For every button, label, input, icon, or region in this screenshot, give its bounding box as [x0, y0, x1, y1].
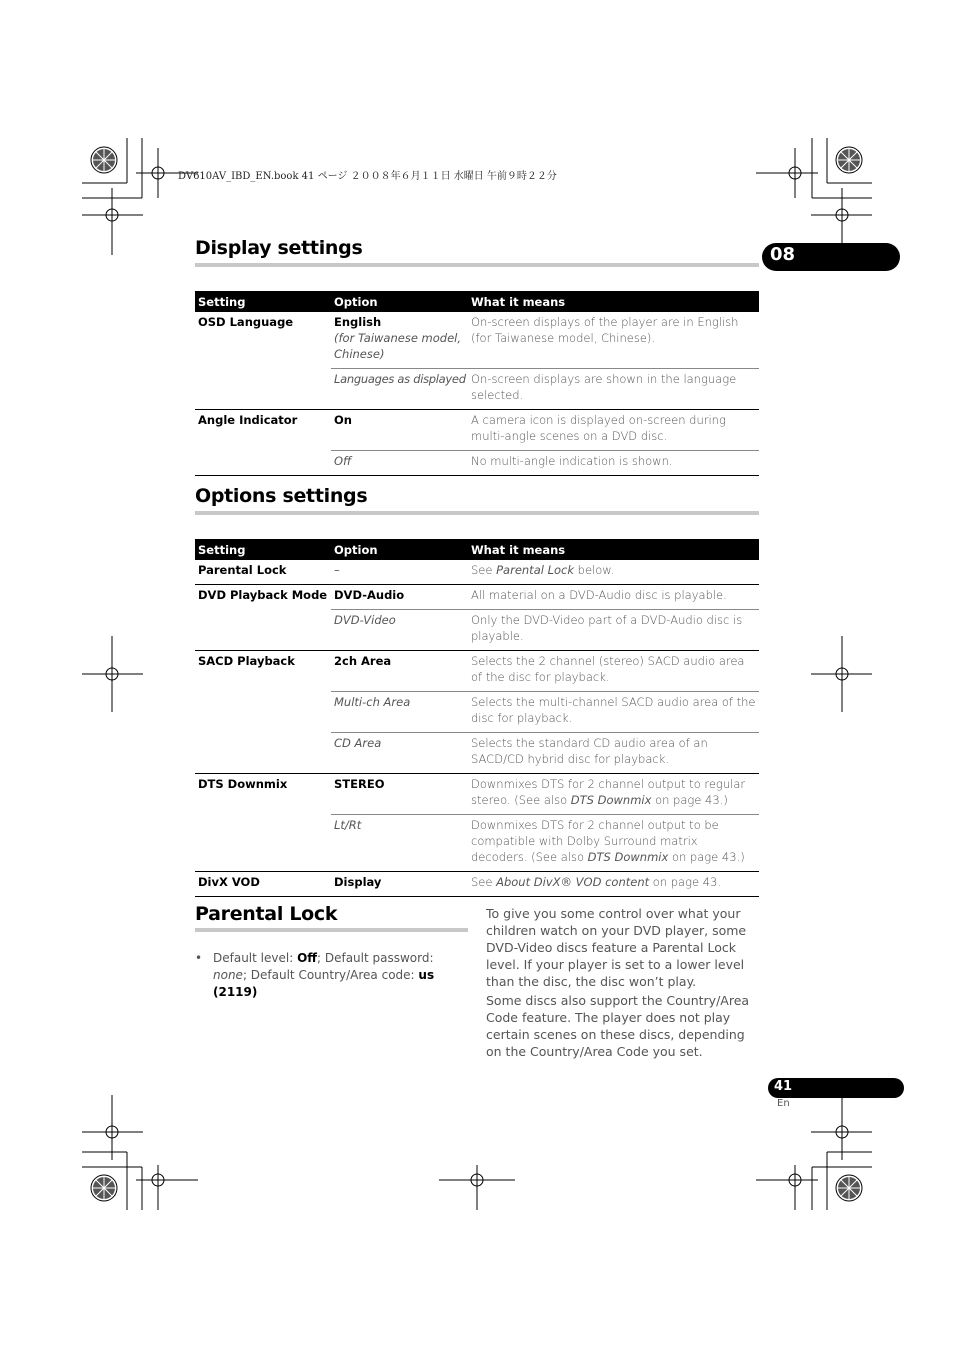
meaning-text: See [471, 875, 497, 889]
bullet-label: ; Default password: [316, 951, 434, 965]
table-row [195, 774, 759, 815]
cross-reference-link[interactable]: About DivX® VOD content [496, 875, 650, 889]
display-settings-title: Display settings [195, 237, 363, 259]
meaning-text: below. [574, 563, 615, 577]
options-settings-table [195, 539, 759, 897]
meaning-dvd-video: Only the DVD-Video part of a DVD-Audio disc is playable. [468, 610, 759, 651]
chapter-badge [762, 243, 900, 271]
setting-dvd-playback-mode: DVD Playback Mode [195, 585, 331, 651]
meaning-text: on page 43.) [651, 793, 728, 807]
header-meaning: What it means [468, 291, 759, 312]
meaning-languages: On-screen displays are shown in the language selected. [468, 369, 759, 410]
title-rule [195, 928, 468, 932]
option-cell [331, 312, 468, 369]
option-english: English [334, 315, 382, 329]
bullet-label: Default level: [213, 951, 298, 965]
option-lt-rt: Lt/Rt [331, 815, 468, 872]
option-dvd-audio: DVD-Audio [331, 585, 468, 610]
header-setting: Setting [195, 291, 331, 312]
header-option: Option [331, 539, 468, 560]
setting-osd-language: OSD Language [195, 312, 331, 410]
display-settings-table [195, 291, 759, 476]
parental-lock-paragraph-1: To give you some control over what your children watch on your DVD player, some DVD-Video discs feature a Parental Lock level. If your player is set to a lower level than the disc, the disc won’t play. [486, 906, 747, 989]
title-rule [195, 511, 759, 515]
file-header: DV610AV_IBD_EN.book 41 ページ ２００８年６月１１日 水曜日 午前９時２２分 [178, 171, 557, 182]
meaning-text: on page 43. [649, 875, 722, 889]
meaning-multi-ch-area: Selects the multi-channel SACD audio area of the disc for playback. [468, 692, 759, 733]
meaning-on: A camera icon is displayed on-screen during multi-angle scenes on a DVD disc. [468, 410, 759, 451]
chapter-number: 08 [770, 244, 796, 265]
default-password-value: none [213, 968, 243, 982]
cross-reference-link[interactable]: DTS Downmix [570, 793, 652, 807]
cross-reference-link[interactable]: DTS Downmix [587, 850, 669, 864]
table-row [195, 651, 759, 692]
page-number-badge [768, 1078, 904, 1098]
meaning-text: See [471, 563, 497, 577]
parental-lock-paragraph-2: Some discs also support the Country/Area Code feature. The player does not play certain scenes on these discs, depending on the Country/Area Code you set. [486, 993, 750, 1059]
bullet-text [205, 950, 470, 1001]
meaning-off: No multi-angle indication is shown. [468, 451, 759, 476]
option-stereo: STEREO [331, 774, 468, 815]
setting-divx-vod: DivX VOD [195, 872, 331, 897]
table-row [195, 585, 759, 610]
meaning-text: on page 43.) [668, 850, 745, 864]
option-off: Off [331, 451, 468, 476]
header-meaning: What it means [468, 539, 759, 560]
meaning-lt-rt [468, 815, 759, 872]
meaning-text: Downmixes DTS for 2 channel output to be compatible with Dolby Surround matrix decoders. (See also [471, 818, 719, 864]
page-language: En [777, 1098, 790, 1109]
setting-parental-lock: Parental Lock [195, 560, 331, 585]
meaning-stereo [468, 774, 759, 815]
meaning-text: Downmixes DTS for 2 channel output to regular stereo. (See also [471, 777, 746, 807]
table-row [195, 312, 759, 369]
cross-reference-link[interactable]: Parental Lock [496, 563, 575, 577]
option-dash: – [331, 560, 468, 585]
setting-sacd-playback: SACD Playback [195, 651, 331, 774]
option-on: On [331, 410, 468, 451]
option-english-note: (for Taiwanese model, Chinese) [334, 331, 462, 361]
table-header-row [195, 291, 759, 312]
bullet-label: ; Default Country/Area code: [242, 968, 419, 982]
parental-lock-title: Parental Lock [195, 903, 338, 925]
option-cd-area: CD Area [331, 733, 468, 774]
meaning-2ch-area: Selects the 2 channel (stereo) SACD audio area of the disc for playback. [468, 651, 759, 692]
option-2ch-area: 2ch Area [331, 651, 468, 692]
title-rule [195, 263, 759, 267]
page-number: 41 [774, 1079, 793, 1094]
default-country-code-value: us (2119) [213, 968, 435, 999]
table-header-row [195, 539, 759, 560]
header-setting: Setting [195, 539, 331, 560]
meaning-cd-area: Selects the standard CD audio area of an SACD/CD hybrid disc for playback. [468, 733, 759, 774]
meaning-divx-vod [468, 872, 759, 897]
bullet-icon: • [195, 951, 203, 965]
option-display: Display [331, 872, 468, 897]
setting-angle-indicator: Angle Indicator [195, 410, 331, 476]
setting-dts-downmix: DTS Downmix [195, 774, 331, 872]
options-settings-title: Options settings [195, 485, 368, 507]
meaning-english: On-screen displays of the player are in English (for Taiwanese model, Chinese). [468, 312, 759, 369]
table-row [195, 410, 759, 451]
table-row [195, 560, 759, 585]
option-languages-as-displayed: Languages as displayed [331, 369, 468, 410]
meaning-parental-lock [468, 560, 759, 585]
option-dvd-video: DVD-Video [331, 610, 468, 651]
default-level-value: Off [297, 951, 317, 965]
default-settings-bullet [195, 950, 470, 1001]
header-option: Option [331, 291, 468, 312]
meaning-dvd-audio: All material on a DVD-Audio disc is playable. [468, 585, 759, 610]
table-row [195, 872, 759, 897]
option-multi-ch-area: Multi-ch Area [331, 692, 468, 733]
